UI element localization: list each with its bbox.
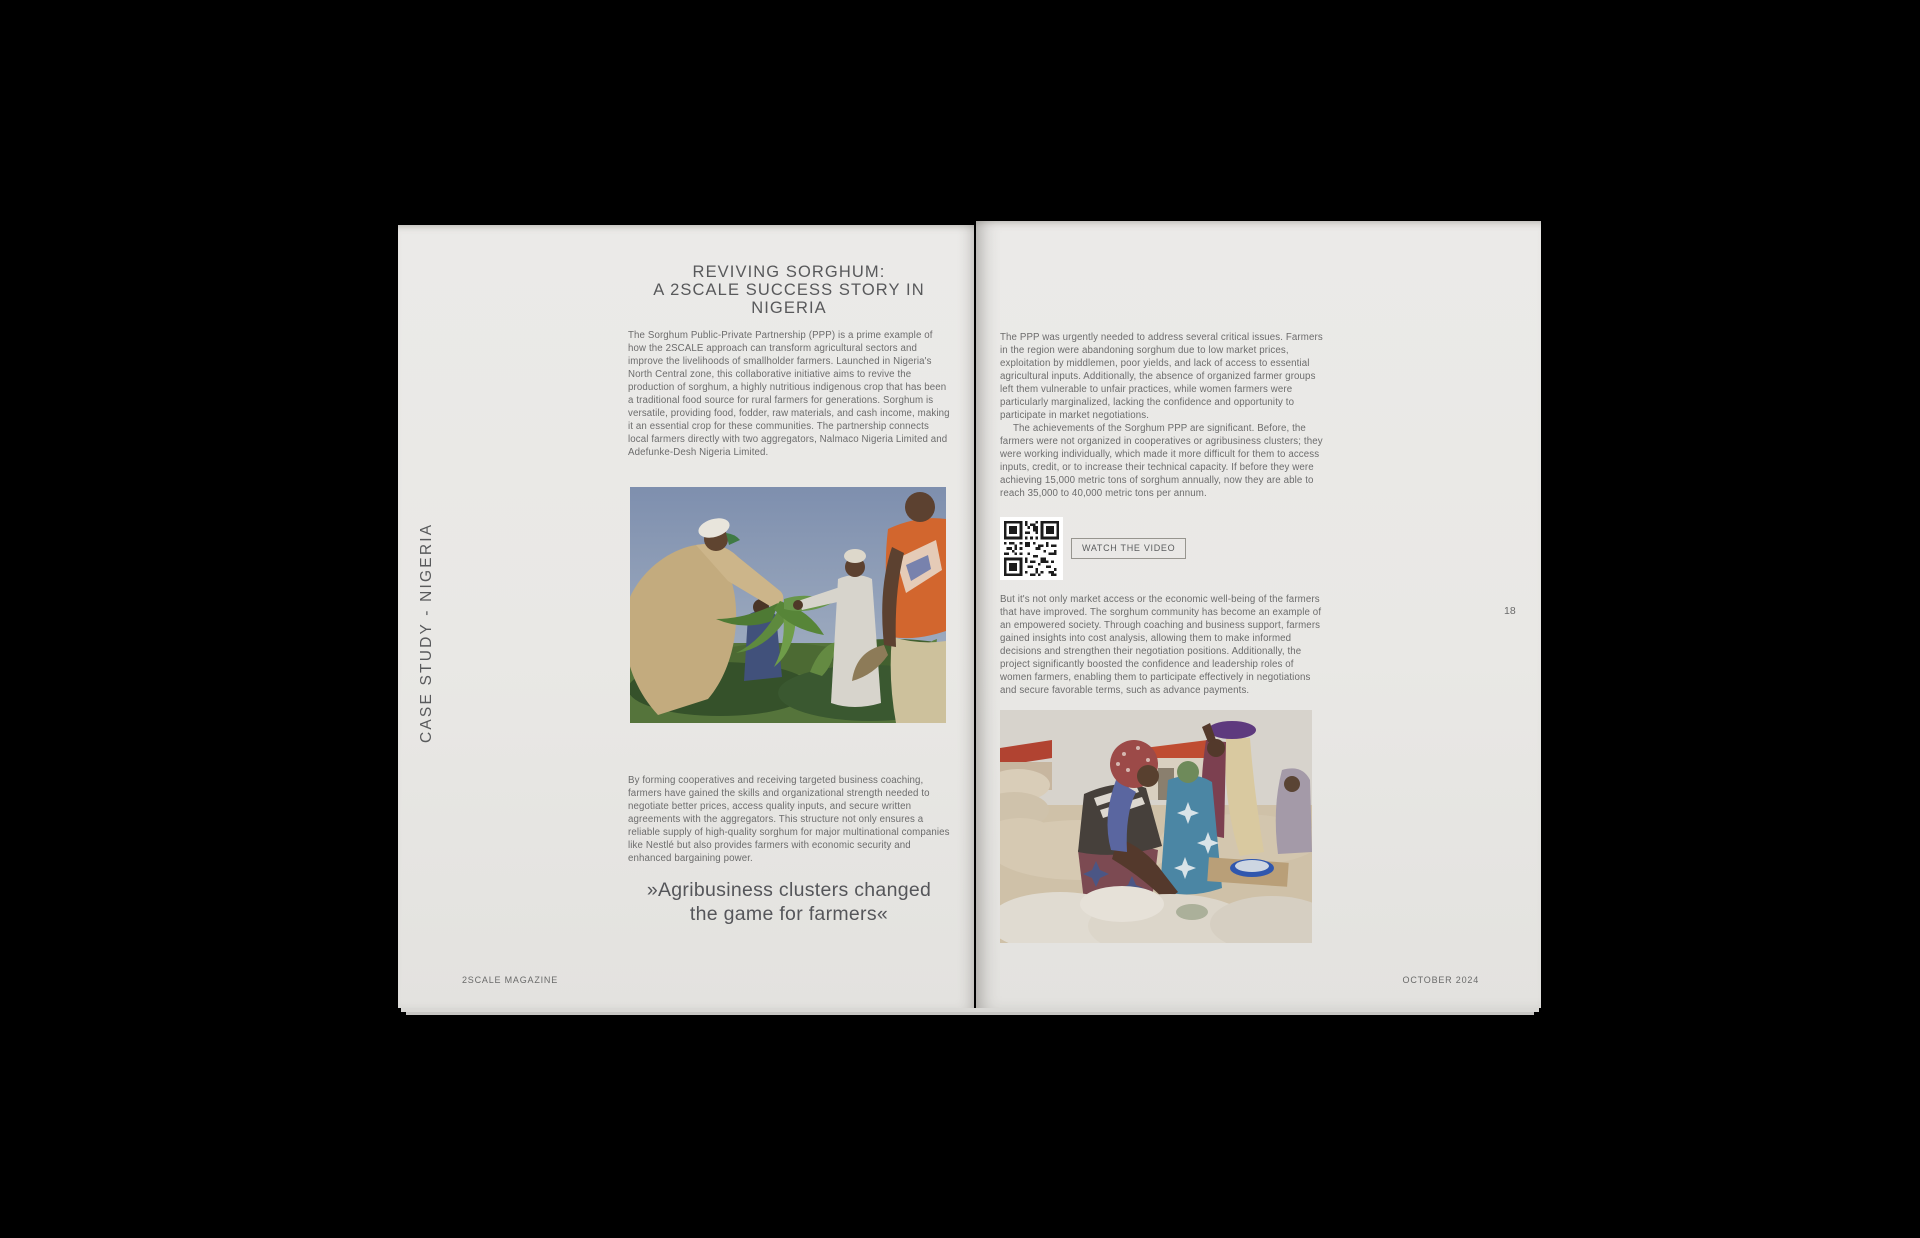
grain-market-photo-art xyxy=(1000,710,1312,943)
right-page xyxy=(976,221,1541,1008)
article-title xyxy=(628,263,950,317)
video-link-block xyxy=(1000,517,1186,580)
ppp-need-paragraph: The PPP was urgently needed to address several critical issues. Farmers in the region were abandoning sorghum due to low market prices, exploitation by middlemen, poor yields, and lack of access to essential agricultural inputs. Additionally, the absence of organized farmer groups left them vulnerable to unfair practices, while women farmers were particularly marginalized, lacking the confidence and opportunity to participate in market negotiations. xyxy=(1000,332,1323,421)
watch-video-button[interactable]: WATCH THE VIDEO xyxy=(1071,538,1186,559)
empowerment-paragraph: But it's not only market access or the economic well-being of the farmers that have improved. The sorghum community has become an example of an empowered society. Through coaching and business support, farmers gained insights into cost analysis, allowing them to make informed decisions and strengthen their negotiation positions. Additionally, the project significantly boosted the confidence and leadership roles of women farmers, enabling them to participate effectively in negotiations and secure favorable terms, such as advance payments. xyxy=(1000,594,1322,696)
right-column-text xyxy=(1000,331,1324,500)
article-title-line1: REVIVING SORGHUM: xyxy=(692,263,886,281)
article-title-line2: A 2SCALE SUCCESS STORY IN NIGERIA xyxy=(653,281,925,317)
achievements-paragraph: The achievements of the Sorghum PPP are significant. Before, the farmers were not organized in cooperatives or agribusiness clusters; they were working individually, which made it more difficult for them to access inputs, credit, or to increase their technical capacity. If before they were achieving 15,000 metric tons of sorghum annually, now they are able to reach 35,000 to 40,000 metric tons per annum. xyxy=(1000,423,1323,499)
intro-paragraph: The Sorghum Public-Private Partnership (PPP) is a prime example of how the 2SCALE approach can transform agricultural sectors and improve the livelihoods of smallholder farmers. Launched in Nigeria's North Central zone, this collaborative initiative aims to revive the production of sorghum, a highly nutritious indigenous crop that has been a traditional food source for rural farmers for generations. Sorghum is versatile, providing food, fodder, raw materials, and cash income, making it an essential crop for these communities. The partnership connects local farmers directly with two aggregators, Nalmaco Nigeria Limited and Adefunke-Desh Nigeria Limited. xyxy=(628,330,950,458)
grain-market-photo xyxy=(1000,710,1312,943)
issue-date-footer: OCTOBER 2024 xyxy=(1402,975,1479,985)
page-number: 18 xyxy=(1504,605,1516,617)
cooperatives-paragraph: By forming cooperatives and receiving targeted business coaching, farmers have gained the skills and organizational strength needed to negotiate better prices, access quality inputs, and secure written agreements with the aggregators. This structure not only ensures a reliable supply of high-quality sorghum for major multinational companies like Nestlé but also provides farmers with economic security and enhanced bargaining power. xyxy=(628,775,950,864)
qr-code xyxy=(1000,517,1063,580)
case-study-vertical-label: CASE STUDY - NIGERIA xyxy=(418,522,435,743)
left-page xyxy=(398,225,974,1008)
pull-quote: »Agribusiness clusters changed the game for farmers« xyxy=(646,879,932,925)
magazine-name-footer: 2SCALE MAGAZINE xyxy=(462,975,559,985)
sorghum-field-photo xyxy=(630,487,946,723)
sorghum-field-photo-art xyxy=(630,487,946,723)
page-stack-edge xyxy=(406,1012,1534,1015)
